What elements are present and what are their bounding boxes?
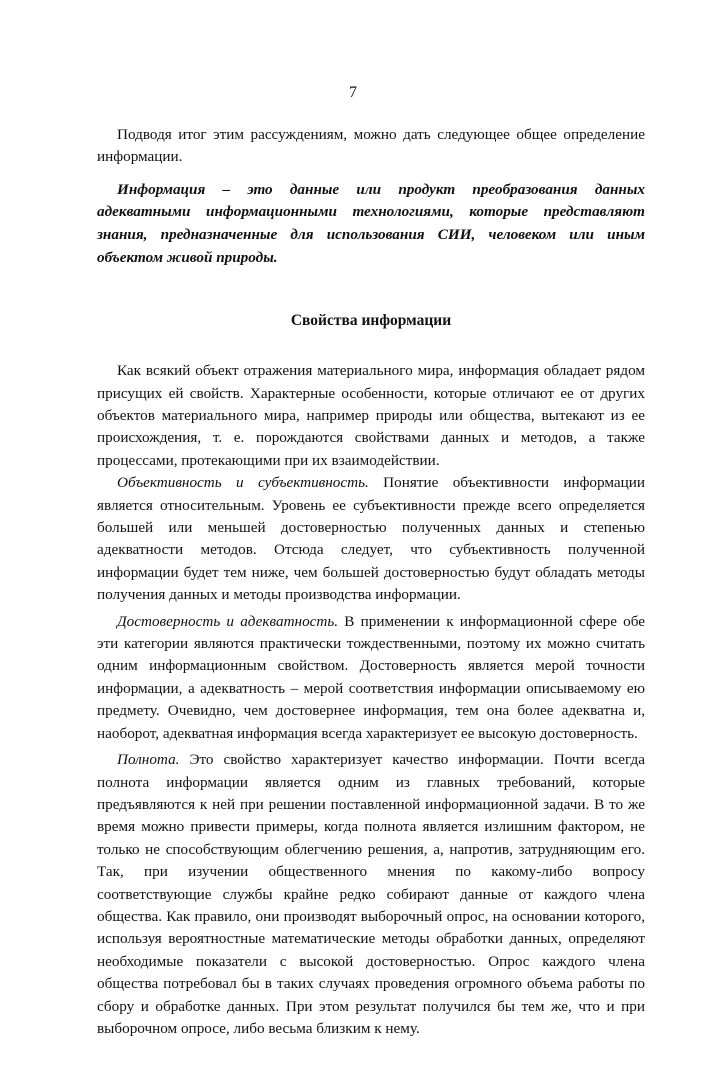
paragraph-reliability: [97, 611, 645, 745]
text-objectivity: Понятие объективности информации является относительным. Уровень ее субъективности прежде всего определяется большей или меньшей достоверностью полученных данных и степенью адекватности методов. Отсюда следует, что субъективность полученной информации будет тем ниже, чем большей достоверностью будут обладать методы получения данных и методы производства информации.: [97, 474, 645, 604]
term-reliability: Достоверность и адекватность.: [117, 612, 339, 630]
page-number: 7: [349, 84, 357, 101]
paragraph-completeness: [97, 749, 645, 1040]
paragraph-objectivity: [97, 472, 645, 606]
term-completeness: Полнота.: [117, 751, 180, 769]
text-reliability: В применении к информационной сфере обе эти категории являются практически тождественными, поэтому их можно считать одним информационным свойством. Достоверность является мерой точности информации, а адекватность – мерой соответствия информации описываемому ею предмету. Очевидно, чем достовернее информация, тем она более адекватна и, наоборот, адекватная информация всегда характеризует ее высокую достоверность.: [97, 612, 646, 742]
term-objectivity: Объективность и субъективность.: [117, 474, 369, 492]
definition-paragraph: Информация – это данные или продукт преобразования данных адекватными информационными технологиями, которые представляют знания, предназначенные для использования СИИ, человеком или иным объектом живой природы.: [97, 180, 645, 266]
paragraph-properties-intro: Как всякий объект отражения материального мира, информация обладает рядом присущих ей свойств. Характерные особенности, которые отличают ее от других объектов материального мира, например природы или общества, вытекают из ее происхождения, т. е. порождаются свойствами данных и методов, а также процессами, протекающими при их взаимодействии.: [97, 362, 645, 469]
text-completeness: Это свойство характеризует качество информации. Почти всегда полнота информации является одним из главных требований, которые предъявляются к ней при решении поставленной информационной задачи. В то же время можно привести примеры, когда полнота является излишним фактором, не только не способствующим облегчению решения, а, напротив, затрудняющим его. Так, при изучении общественного мнения по какому-либо вопросу соответствующие службы крайне редко собирают данные от каждого члена общества. Как правило, они производят выборочный опрос, на основании которого, используя вероятностные математические методы обработки данных, определяют необходимые показатели с высокой достоверностью. Опрос каждого члена общества потребовал бы в таких случаях проведения огромного объема работы по сбору и обработке данных. При этом результат получился бы тем же, что и при выборочном опросе, либо весьма близким к нему.: [97, 751, 645, 1037]
intro-paragraph: Подводя итог этим рассуждениям, можно дать следующее общее определение информации.: [97, 126, 645, 166]
page-content: [97, 124, 645, 1040]
section-title: Свойства информации: [290, 312, 452, 330]
